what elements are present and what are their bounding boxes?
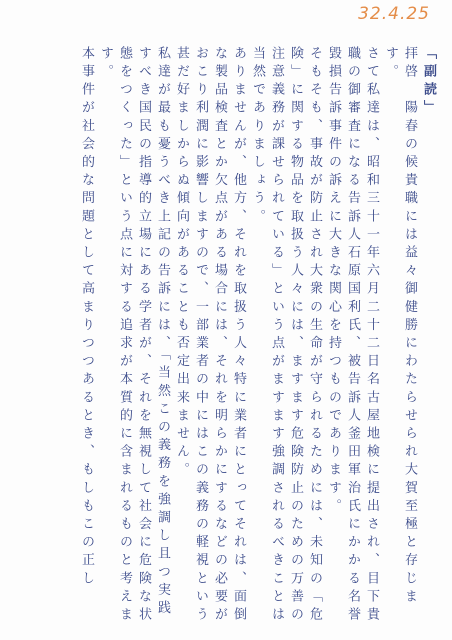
body-paragraph-3: ありませんが、他方、それを取扱う人々特に業者にとってそれは、面倒な製品検査とか欠点がある場合には、それを明らかにするなどの必要がおこり利潤に影響しますので、一部業者の中にはこの義務の軽視という甚だ好ましからぬ傾向があることも否定出来ません。 — [174, 46, 246, 626]
body-paragraph-1: さて私達は、昭和三十一年六月二十二日名古屋地検に提出され、目下貴職の御審査になる告訴人石原国利氏、被告訴人釜田軍治氏にかかる名誉毀損告訴事件の訴えに大きな関心を持つものであります。 — [326, 46, 379, 626]
body-paragraph-4: 私達が最も憂うべき上記の告訴には、「当然この義務を強調し且つ実践すべき国民の指導的立場にある学者が、それを無視して社会に危険な状態をつくった」という点に対する追求が本質的に含まれるものと考えます。 — [98, 46, 170, 626]
date-stamp: 32.4.25 — [358, 4, 430, 24]
document-heading: 「副読」 — [421, 46, 436, 119]
salutation-paragraph: 拝啓 陽春の候貴職には益々御健勝にわたらせられ大賀至極と存じます。 — [383, 46, 417, 608]
body-paragraph-2: そもそも、事故が防止され大衆の生命が守られるためには、未知の「危険」に関する物品を取扱う人々には、ますます危険防止のための万善の注意義務が課せられている」という点がますます強調されるべきことは当然でありましょう。 — [250, 46, 322, 626]
body-paragraph-5: 本事件が社会的な問題として高まりつつあるとき、もしもこの正し — [79, 46, 94, 589]
vertical-text-body — [10, 46, 438, 626]
